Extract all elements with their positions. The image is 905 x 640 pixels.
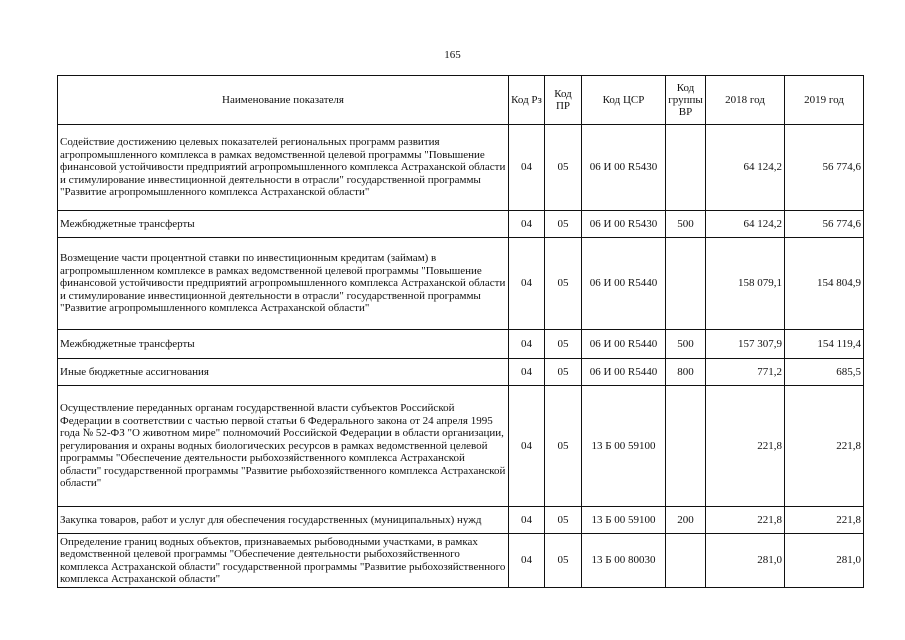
cell-csr: 06 И 00 R5440	[582, 359, 666, 386]
cell-2019: 56 774,6	[785, 211, 864, 238]
cell-vr	[666, 386, 706, 507]
header-csr: Код ЦСР	[582, 76, 666, 125]
cell-pr: 05	[545, 238, 582, 330]
cell-2019: 221,8	[785, 386, 864, 507]
table-row	[58, 507, 864, 534]
cell-csr: 13 Б 00 80030	[582, 534, 666, 588]
cell-2018: 64 124,2	[706, 211, 785, 238]
header-rz: Код Рз	[509, 76, 545, 125]
budget-table	[57, 75, 864, 588]
cell-pr: 05	[545, 386, 582, 507]
cell-name: Межбюджетные трансферты	[58, 211, 509, 238]
table-row	[58, 211, 864, 238]
table-row	[58, 330, 864, 359]
table-body	[58, 125, 864, 588]
cell-csr: 06 И 00 R5440	[582, 330, 666, 359]
cell-2019: 221,8	[785, 507, 864, 534]
cell-2018: 771,2	[706, 359, 785, 386]
cell-vr: 500	[666, 211, 706, 238]
cell-name: Возмещение части процентной ставки по инвестиционным кредитам (займам) в агропромышленном комплексе в рамках ведомственной целевой программы "Повышение финансовой устойчивости предприятий агропромышленного комплекса Астраханской области и стимулирование инвестиционной деятельности в отрасли" государственной программы "Развитие агропромышленного комплекса Астраханской области"	[58, 238, 509, 330]
cell-name: Межбюджетные трансферты	[58, 330, 509, 359]
cell-2018: 221,8	[706, 386, 785, 507]
cell-pr: 05	[545, 359, 582, 386]
cell-vr	[666, 238, 706, 330]
table-header	[58, 76, 864, 125]
cell-2018: 221,8	[706, 507, 785, 534]
cell-pr: 05	[545, 125, 582, 211]
cell-rz: 04	[509, 330, 545, 359]
cell-csr: 06 И 00 R5440	[582, 238, 666, 330]
cell-vr: 500	[666, 330, 706, 359]
header-2019: 2019 год	[785, 76, 864, 125]
page-number: 165	[444, 49, 461, 61]
header-2018: 2018 год	[706, 76, 785, 125]
cell-vr: 200	[666, 507, 706, 534]
header-name: Наименование показателя	[58, 76, 509, 125]
cell-pr: 05	[545, 534, 582, 588]
cell-csr: 13 Б 00 59100	[582, 507, 666, 534]
cell-rz: 04	[509, 238, 545, 330]
table-row	[58, 386, 864, 507]
table-row	[58, 125, 864, 211]
cell-name: Осуществление переданных органам государственной власти субъектов Российской Федерации в соответствии с частью первой статьи 6 Федерального закона от 24 апреля 1995 года № 52-ФЗ "О животном мире" полномочий Российской Федерации в области организации, регулирования и охраны водных биологических ресурсов в рамках ведомственной целевой программы "Обеспечение деятельности рыбохозяйственного комплекса Астраханской области" государственной программы "Развитие рыбохозяйственного комплекса Астраханской области"	[58, 386, 509, 507]
cell-2019: 685,5	[785, 359, 864, 386]
cell-2019: 154 804,9	[785, 238, 864, 330]
cell-vr: 800	[666, 359, 706, 386]
cell-csr: 06 И 00 R5430	[582, 211, 666, 238]
table-row	[58, 359, 864, 386]
cell-rz: 04	[509, 534, 545, 588]
cell-2019: 154 119,4	[785, 330, 864, 359]
cell-2018: 157 307,9	[706, 330, 785, 359]
cell-name: Закупка товаров, работ и услуг для обеспечения государственных (муниципальных) нужд	[58, 507, 509, 534]
cell-pr: 05	[545, 507, 582, 534]
cell-vr	[666, 125, 706, 211]
cell-rz: 04	[509, 125, 545, 211]
cell-2018: 64 124,2	[706, 125, 785, 211]
cell-rz: 04	[509, 386, 545, 507]
cell-name: Содействие достижению целевых показателей региональных программ развития агропромышленного комплекса в рамках ведомственной целевой программы "Повышение финансовой устойчивости предприятий агропромышленного комплекса Астраханской области и стимулирование инвестиционной деятельности в отрасли" государственной программы "Развитие агропромышленного комплекса Астраханской области"	[58, 125, 509, 211]
cell-csr: 06 И 00 R5430	[582, 125, 666, 211]
cell-rz: 04	[509, 359, 545, 386]
header-vr: Код группы ВР	[666, 76, 706, 125]
cell-2019: 281,0	[785, 534, 864, 588]
cell-name: Определение границ водных объектов, признаваемых рыбоводными участками, в рамках ведомственной целевой программы "Обеспечение деятельности рыбохозяйственного комплекса Астраханской области" государственной программы "Развитие рыбохозяйственного комплекса Астраханской области"	[58, 534, 509, 588]
cell-name: Иные бюджетные ассигнования	[58, 359, 509, 386]
cell-vr	[666, 534, 706, 588]
cell-rz: 04	[509, 507, 545, 534]
table-row	[58, 238, 864, 330]
header-pr: Код ПР	[545, 76, 582, 125]
cell-2018: 158 079,1	[706, 238, 785, 330]
cell-2019: 56 774,6	[785, 125, 864, 211]
cell-2018: 281,0	[706, 534, 785, 588]
cell-pr: 05	[545, 330, 582, 359]
cell-pr: 05	[545, 211, 582, 238]
table-row	[58, 534, 864, 588]
cell-csr: 13 Б 00 59100	[582, 386, 666, 507]
cell-rz: 04	[509, 211, 545, 238]
